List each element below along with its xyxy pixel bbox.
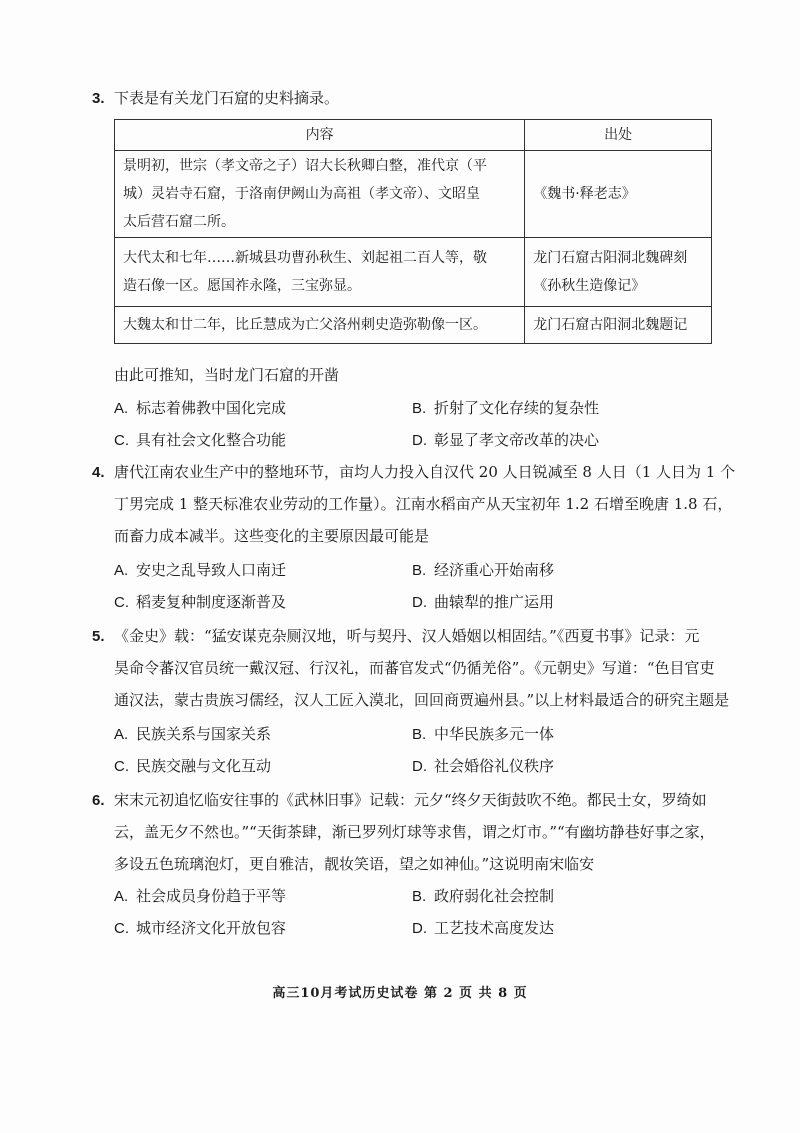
table-cell-content xyxy=(115,151,525,238)
question-number: 3. xyxy=(92,90,105,107)
question-text: 唐代江南农业生产中的整地环节，亩均人力投入自汉代 20 人日锐减至 8 人日（1 人日为 1 个 xyxy=(114,463,736,481)
question-text: 下表是有关龙门石窟的史料摘录。 xyxy=(114,89,340,107)
option-b[interactable] xyxy=(412,560,554,581)
cell-line: 城）灵岩寺石窟，于洛南伊阙山为高祖（孝文帝）、文昭皇 xyxy=(123,186,480,202)
option-c[interactable] xyxy=(114,430,286,451)
option-text: 标志着佛教中国化完成 xyxy=(136,399,287,417)
question-text: 而畜力成本减半。这些变化的主要原因最可能是 xyxy=(114,527,430,545)
question-text: 通汉法，蒙古贵族习儒经，汉人工匠入漠北，回回商贾遍州县。”以上材料最适合的研究主题是 xyxy=(114,691,730,709)
table-header-row xyxy=(115,120,712,151)
cell-line: 景明初，世宗（孝文帝之子）诏大长秋卿白整，准代京（平 xyxy=(123,158,487,174)
question-number: 5. xyxy=(92,628,105,645)
table-row xyxy=(115,151,712,238)
option-text: 安史之乱导致人口南迁 xyxy=(136,561,287,579)
option-a[interactable] xyxy=(114,398,286,419)
option-c[interactable] xyxy=(114,918,286,939)
option-text: 彰显了孝文帝改革的决心 xyxy=(434,431,600,449)
table-cell-source xyxy=(525,307,712,344)
cell-line: 大魏太和廿二年，比丘慧成为亡父洛州刺史造弥勒像一区。 xyxy=(123,317,487,333)
option-d[interactable] xyxy=(412,592,554,613)
option-text: 经济重心开始南移 xyxy=(434,561,555,579)
option-b[interactable] xyxy=(412,398,599,419)
question-text: 多设五色琉璃泡灯，更自雅洁，靓妆笑语，望之如神仙。”这说明南宋临安 xyxy=(114,855,595,873)
option-letter: D. xyxy=(412,594,427,611)
option-a[interactable] xyxy=(114,724,271,745)
question-3-prompt: 由此可推知，当时龙门石窟的开凿 xyxy=(114,366,340,384)
option-letter: C. xyxy=(114,594,129,611)
option-letter: A. xyxy=(114,726,129,743)
option-letter: C. xyxy=(114,432,129,449)
option-a[interactable] xyxy=(114,560,286,581)
option-letter: D. xyxy=(412,920,427,937)
table-row xyxy=(115,307,712,344)
option-text: 民族交融与文化互动 xyxy=(136,757,272,775)
option-letter: D. xyxy=(412,432,427,449)
header-source: 出处 xyxy=(525,120,712,151)
option-letter: B. xyxy=(412,726,427,743)
question-4-stem xyxy=(92,462,735,483)
option-text: 折射了文化存续的复杂性 xyxy=(434,399,600,417)
question-6-stem xyxy=(92,790,707,811)
option-text: 社会婚俗礼仪秩序 xyxy=(434,757,555,775)
option-letter: B. xyxy=(412,888,427,905)
option-b[interactable] xyxy=(412,724,554,745)
cell-line: 造石像一区。愿国祚永隆，三宝弥显。 xyxy=(123,278,361,294)
option-text: 政府弱化社会控制 xyxy=(434,887,555,905)
option-text: 民族关系与国家关系 xyxy=(136,725,272,743)
option-letter: A. xyxy=(114,888,129,905)
cell-line: 《魏书·释老志》 xyxy=(533,186,636,202)
cell-line: 太后营石窟二所。 xyxy=(123,214,235,230)
option-letter: B. xyxy=(412,562,427,579)
option-letter: A. xyxy=(114,400,129,417)
table-cell-source xyxy=(525,151,712,238)
source-table xyxy=(114,119,712,344)
option-text: 具有社会文化整合功能 xyxy=(136,431,287,449)
option-letter: C. xyxy=(114,758,129,775)
option-text: 曲辕犁的推广运用 xyxy=(434,593,555,611)
cell-line: 龙门石窟古阳洞北魏题记 xyxy=(533,317,688,333)
table-cell-content xyxy=(115,238,525,307)
option-letter: A. xyxy=(114,562,129,579)
option-letter: D. xyxy=(412,758,427,775)
option-text: 工艺技术高度发达 xyxy=(434,919,555,937)
option-text: 稻麦复种制度逐渐普及 xyxy=(136,593,287,611)
option-d[interactable] xyxy=(412,918,554,939)
question-text: 宋末元初追忆临安往事的《武林旧事》记载：元夕“终夕天街鼓吹不绝。都民士女，罗绮如 xyxy=(114,791,707,809)
option-c[interactable] xyxy=(114,592,286,613)
question-text: 昊命令蕃汉官员统一戴汉冠、行汉礼，而蕃官发式“仍循羌俗”。《元朝史》写道：“色目官吏 xyxy=(114,659,715,677)
question-5-stem xyxy=(92,626,699,647)
option-text: 城市经济文化开放包容 xyxy=(136,919,287,937)
option-d[interactable] xyxy=(412,430,599,451)
question-text: 丁男完成 1 整天标准农业劳动的工作量）。江南水稻亩产从天宝初年 1.2 石增至晚唐 1.8 石， xyxy=(114,495,733,513)
table-cell-content xyxy=(115,307,525,344)
cell-line: 龙门石窟古阳洞北魏碑刻 xyxy=(533,250,688,266)
option-b[interactable] xyxy=(412,886,554,907)
question-number: 4. xyxy=(92,464,105,481)
question-number: 6. xyxy=(92,792,105,809)
option-text: 社会成员身份趋于平等 xyxy=(136,887,287,905)
table-row xyxy=(115,238,712,307)
question-text: 云，盖无夕不然也。”“天街茶肆，渐已罗列灯球等求售，谓之灯市。”“有幽坊静巷好事之家， xyxy=(114,823,715,841)
option-letter: C. xyxy=(114,920,129,937)
page-footer: 高三10月考试历史试卷 第 2 页 共 8 页 xyxy=(272,986,528,1001)
option-c[interactable] xyxy=(114,756,271,777)
option-d[interactable] xyxy=(412,756,554,777)
header-content: 内容 xyxy=(115,120,525,151)
question-text: 《金史》载：“猛安谋克杂厕汉地，听与契丹、汉人婚姻以相固结。”《西夏书事》记录：元 xyxy=(114,627,700,645)
option-a[interactable] xyxy=(114,886,286,907)
option-letter: B. xyxy=(412,400,427,417)
table-cell-source xyxy=(525,238,712,307)
option-text: 中华民族多元一体 xyxy=(434,725,555,743)
cell-line: 《孙秋生造像记》 xyxy=(533,278,646,294)
question-3-stem xyxy=(92,88,339,109)
cell-line: 大代太和七年……新城县功曹孙秋生、刘起祖二百人等，敬 xyxy=(123,250,487,266)
